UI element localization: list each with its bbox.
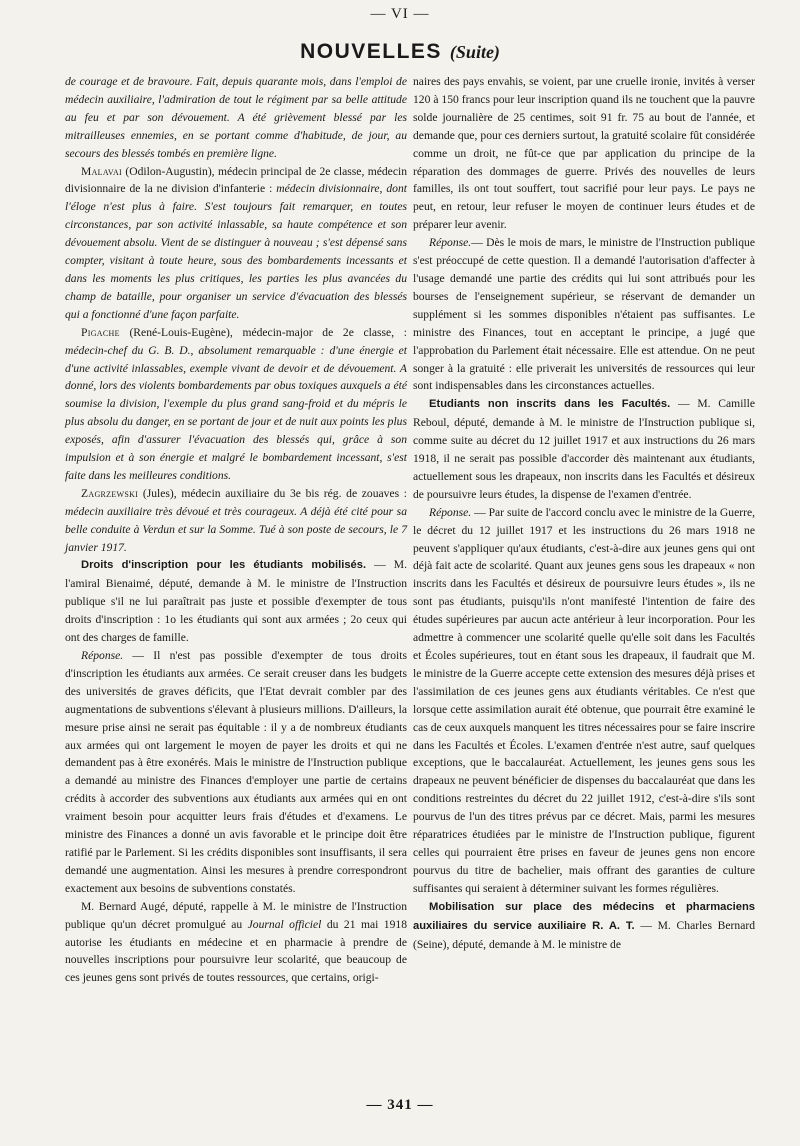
reponse-text: — Par suite de l'accord conclu avec le ministre de la Guerre, le décret du 12 juillet 1917 et les instructions du 26 mars 1918 ne peuvent s'appliquer qu'aux étudiants, c'est-à-dire aux jeunes gens qui ont déjà fait acte de scolarité. Quant aux jeunes gens sous les drapeaux « non inscrits dans les Facultés et désireux de poursuivre leurs études », ils ne sont pas étudiants, puisqu'ils n'ont manifesté l'intention de faire des études supérieures par aucun acte antérieur à leur incorporation. Pour les admettre à commencer une scolarité quelle qu'elle soit dans les Facultés et Écoles supérieures, tout en étant sous les drapeaux, il faudrait que M. le ministre de la Guerre accepte cette extension des mesures déjà prises et l'assimilation de ces jeunes gens aux étudiants véritables. Ce n'est que lorsque cette assimilation aurait été obtenue, que pourrait être examiné le cas de ceux auxquels manquent les titres nécessaires pour se faire inscrire dans les Facultés et Écoles. L'examen d'entrée n'est autre, sauf quelques exceptions, que le baccalauréat. Actuellement, les jeunes gens sous les drapeaux ne peuvent bénéficier de dispenses du baccalauréat que dans les conditions restreintes du décret du 22 juillet 1912, c'est-à-dire s'ils sont pourvus de l'un des titres prévus par ce décret. Mais, parmi les mesures réparatrices étudiées par le ministre de l'Instruction publique, figurent celles qui pourraient être prises en faveur de jeunes gens non encore pourvus du titre de bachelier, mais offrant des garanties de culture suffisantes qui seraient à déterminer suivant les formes régulières. — [413, 505, 755, 895]
section-droits-inscription — [65, 556, 407, 647]
reponse-paragraph — [65, 647, 407, 898]
citation-malavai — [65, 163, 407, 324]
question-continued: naires des pays envahis, se voient, par une cruelle ironie, invités à verser 120 à 150 francs pour leur inscription quand ils ne touchent que la pauvre solde journalière de 25 centimes, soit 91 fr. 75 au bout de l'année, et demande que, pour ces derniers surtout, la gratuité scolaire fût considérée comme un droit, ne fût-ce que par application du principe de la réparation des dommages de guerre. Privés des nouvelles de leurs familles, ils ont tout souffert, tout sacrifié pour leur pays. Le pays ne peut, en retour, leur refuser le moyen de continuer leurs études et de préparer leur avenir. — [413, 75, 755, 232]
citation-continued: de courage et de bravoure. Fait, depuis quarante mois, dans l'emploi de médecin auxiliaire, l'admiration de tout le régiment par sa belle attitude au feu et par son dévouement. A été grièvement blessé par les mitrailleuses ennemies, en se portant comme d'habitude, de jour, au secours des blessés tombés en première ligne. — [65, 75, 407, 160]
citation-rank: (Jules), médecin auxiliaire du 3e bis rég. de zouaves : — [138, 486, 407, 500]
reponse-text: — Il n'est pas possible d'exempter de tous droits d'inscription les étudiants aux armées. Ce serait creuser dans les budgets des universités de graves déficits, que l'Etat devrait combler par des augmentations de subventions s'élevant à plusieurs millions. D'ailleurs, la mesure prise ainsi ne serait pas équitable : il y a de nombreux étudiants aux armées qui ont largement le moyen de payer les droits et qui ne demandent pas à être exonérés. Mais le ministre de l'Instruction publique a demandé au ministre des Finances d'employer une partie de certains crédits à accorder des subventions aux étudiants aux armées qui en ont vraiment besoin pour acquitter leurs frais d'études et d'examens. Le ministre des Finances a donné un avis favorable et le principe doit être ratifié par le Parlement. Si les crédits disponibles sont insuffisants, il sera demandé une augmentation. Ainsi les mesures à prendre correspondront exactement aux besoins de subventions constatés. — [65, 649, 407, 895]
reponse-label: Réponse. — [429, 236, 472, 250]
citation-text: médecin-chef du G. B. D., absolument remarquable : d'une énergie et d'une activité inlassables, exemple vivant de devoir et de dévouement. A donné, lors des violents bombardements par obus toxiques auxquels a été soumise la division, l'exemple du plus grand sang-froid et du mépris le plus absolu du danger, en se portant de jour et de nuit aux points les plus exposés, afin d'assurer l'évacuation des blessés qui, grâce à son impulsion et à son énergie et malgré le bombardement incessant, s'est faite dans les meilleures conditions. — [65, 343, 407, 482]
question-text: — M. l'amiral Bienaimé, député, demande à M. le ministre de l'Instruction publique s'il ne lui paraîtrait pas juste et possible d'exempter de tous droits d'inscription : 1o les étudiants qui sont aux armées ; 2o ceux qui ont des charges de famille. — [65, 558, 407, 645]
journal-title: Journal officiel — [247, 917, 322, 931]
auge-question — [65, 898, 407, 988]
reponse-label: Réponse. — [81, 649, 124, 662]
page-title-suffix: (Suite) — [449, 42, 500, 62]
citation-pigache — [65, 324, 407, 485]
question-text: du 21 mai 1918 autorise les étudiants en médecine et en pharmacie à prendre de nouvelles inscriptions pour poursuivre leur scolarité, que beaucoup de ces jeunes gens sont privés de toutes ressources, que certains, origi- — [65, 917, 407, 985]
citation-rank: (René-Louis-Eugène), médecin-major de 2e classe, : — [119, 325, 407, 339]
top-page-number: — VI — — [370, 6, 430, 22]
section-etudiants-non-inscrits — [413, 395, 755, 503]
citation-rank: (Odilon-Augustin), médecin principal de 2e classe, médecin divisionnaire de la ne division d'infanterie : — [65, 164, 407, 196]
question-text: M. Bernard Augé, député, rappelle à M. le ministre de l'Instruction publique qu'un décret promulgué au — [65, 899, 407, 931]
citation-zagrzewski — [65, 485, 407, 557]
citation-name: Zagrzewski — [81, 486, 139, 500]
section-heading: Mobilisation sur place des médecins et pharmaciens auxiliaires du service auxiliaire R. A. T. — [413, 900, 755, 932]
question-text: — M. Charles Bernard (Seine), député, demande à M. le ministre de — [413, 918, 755, 951]
page-header — [0, 40, 800, 64]
page-title: NOUVELLES — [300, 40, 442, 63]
citation-text: médecin divisionnaire, dont l'éloge n'est plus à faire. S'est toujours fait remarquer, en toutes circonstances, par son activité inlassable, sa haute compétence et son dévouement absolu. Vient de se distinguer à nouveau ; s'est dépensé sans compter, visitant à toute heure, sous des bombardements incessants et dans les moments les plus critiques, les parties les plus avancées du champ de bataille, pour organiser un service d'évacuation des blessés qui a fonctionné d'une façon parfaite. — [65, 182, 407, 321]
reponse-label: Réponse. — [429, 505, 472, 519]
section-heading: Etudiants non inscrits dans les Facultés. — [429, 398, 671, 411]
question-text: — M. Camille Reboul, député, demande à M. le ministre de l'Instruction publique si, comme suite au décret du 12 juillet 1917 et aux instructions du 26 mars 1918, il ne serait pas possible d'accorder dès maintenant aux étudiants, actuellement sous les drapeaux, non inscrits dans les Facultés et désireux de poursuivre leurs études, la dispense de l'examen d'entrée. — [413, 397, 755, 501]
reponse-paragraph — [413, 234, 755, 395]
citation-name: Pigache — [81, 325, 120, 339]
section-mobilisation — [413, 898, 755, 954]
section-heading: Droits d'inscription pour les étudiants mobilisés. — [81, 559, 367, 572]
citation-text: médecin auxiliaire très dévoué et très courageux. A déjà été cité pour sa belle conduite à Verdun et sur la Somme. Tué à son poste de secours, le 7 janvier 1917. — [65, 504, 407, 554]
citation-name: Malavai — [81, 164, 123, 178]
bottom-page-number: — 341 — — [366, 1097, 434, 1113]
left-column — [65, 73, 407, 987]
reponse-text: — Dès le mois de mars, le ministre de l'Instruction publique s'est préoccupé de cette question. Il a demandé l'autorisation d'affecter à l'usage demandé une partie des crédits qui lui sont attribués pour les bourses de l'enseignement supérieur, se réservant de demander un supplément si les sommes disponibles n'étaient pas suffisantes. Le ministre des Finances, tout en acceptant le principe, a jugé que l'approbation du Parlement était nécessaire. Elle est attendue. On ne peut songer à la gratuité : elle priverait les universités de ressources qui leur sont indispensables dans les circonstances actuelles. — [413, 236, 755, 393]
right-column — [413, 73, 755, 953]
reponse-paragraph — [413, 504, 755, 898]
